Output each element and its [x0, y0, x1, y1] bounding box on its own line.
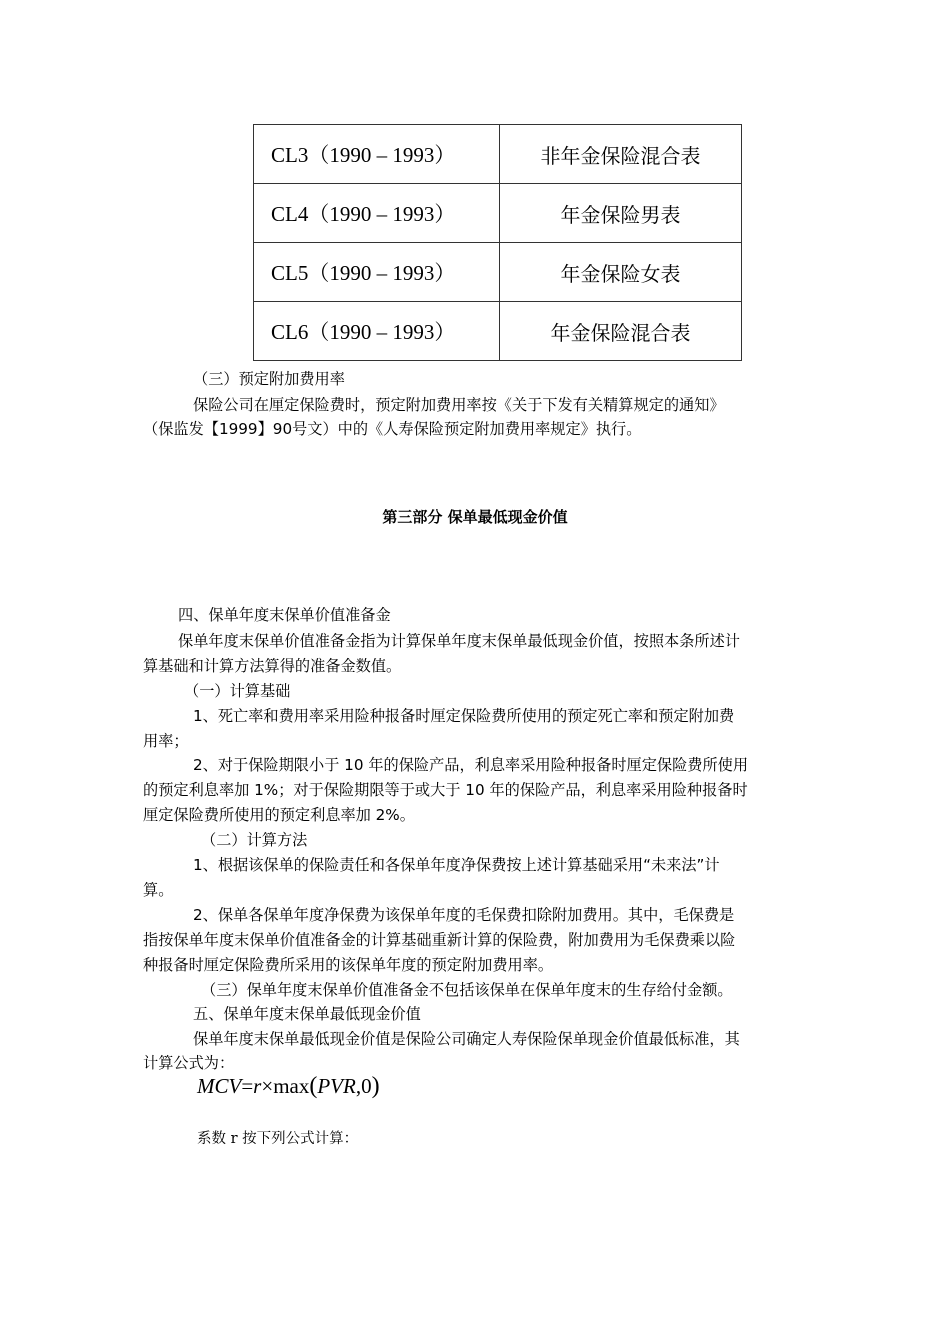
table-cell-name: 非年金保险混合表	[500, 125, 742, 184]
item5-paragraph-line: 保单年度末保单最低现金价值是保险公司确定人寿保险保单现金价值最低标准，其	[193, 1030, 740, 1048]
formula-rparen: )	[371, 1073, 380, 1099]
basis2-line: 2、对于保险期限小于 10 年的保险产品，利息率采用险种报备时厘定保险费所使用	[193, 756, 749, 774]
section3-heading: （三）预定附加费用率	[193, 370, 345, 388]
formula-times: ×	[261, 1074, 274, 1098]
coefficient-note: 系数 r 按下列公式计算：	[197, 1131, 359, 1147]
table-cell-code: CL4（1990 – 1993）	[254, 184, 500, 243]
table-cell-name: 年金保险混合表	[500, 302, 742, 361]
section3-paragraph-line: 保险公司在厘定保险费时，预定附加费用率按《关于下发有关精算规定的通知》	[193, 396, 725, 414]
method1-line: 算。	[143, 881, 174, 899]
table-row	[254, 302, 742, 361]
table-row	[254, 184, 742, 243]
basis1-line: 用率；	[143, 732, 189, 750]
item5-paragraph-line: 计算公式为：	[143, 1054, 235, 1072]
item5-heading: 五、保单年度末保单最低现金价值	[193, 1005, 421, 1023]
formula-max: max	[273, 1074, 310, 1098]
formula-arg: PVR	[317, 1074, 356, 1098]
method2-line: 2、保单各保单年度净保费为该保单年度的毛保费扣除附加费用。其中，毛保费是	[193, 906, 735, 924]
mcv-formula	[197, 1073, 380, 1100]
table-cell-name: 年金保险女表	[500, 243, 742, 302]
basis-heading: （一）计算基础	[184, 682, 291, 700]
part3-title: 第三部分 保单最低现金价值	[382, 508, 568, 526]
item4-definition-line: 算基础和计算方法算得的准备金数值。	[143, 657, 402, 675]
method-heading: （二）计算方法	[201, 831, 308, 849]
basis2-line: 的预定利息率加 1%；对于保险期限等于或大于 10 年的保险产品，利息率采用险种报备时	[143, 781, 748, 799]
mortality-table	[253, 124, 742, 361]
table-row	[254, 125, 742, 184]
note3-line: （三）保单年度末保单价值准备金不包括该保单在保单年度末的生存给付金额。	[201, 981, 733, 999]
item4-definition-line: 保单年度末保单价值准备金指为计算保单年度末保单最低现金价值，按照本条所述计	[178, 632, 740, 650]
formula-zero: 0	[361, 1074, 372, 1098]
formula-comma: ,	[355, 1074, 362, 1098]
basis1-line: 1、死亡率和费用率采用险种报备时厘定保险费所使用的预定死亡率和预定附加费	[193, 707, 735, 725]
item4-heading: 四、保单年度末保单价值准备金	[178, 606, 391, 624]
formula-lparen: (	[309, 1073, 318, 1099]
table-cell-code: CL6（1990 – 1993）	[254, 302, 500, 361]
section3-paragraph-line: （保监发【1999】90号文）中的《人寿保险预定附加费用率规定》执行。	[143, 420, 642, 438]
table-cell-code: CL3（1990 – 1993）	[254, 125, 500, 184]
table-cell-code: CL5（1990 – 1993）	[254, 243, 500, 302]
table-cell-name: 年金保险男表	[500, 184, 742, 243]
table-row	[254, 243, 742, 302]
method2-line: 指按保单年度末保单价值准备金的计算基础重新计算的保险费，附加费用为毛保费乘以险	[143, 931, 736, 949]
method2-line: 种报备时厘定保险费所采用的该保单年度的预定附加费用率。	[143, 956, 554, 974]
formula-r: r	[253, 1074, 262, 1098]
method1-line: 1、根据该保单的保险责任和各保单年度净保费按上述计算基础采用“未来法”计	[193, 856, 720, 874]
formula-lhs: MCV	[197, 1074, 242, 1098]
formula-equals: =	[241, 1074, 254, 1098]
basis2-line: 厘定保险费所使用的预定利息率加 2%。	[143, 806, 415, 824]
